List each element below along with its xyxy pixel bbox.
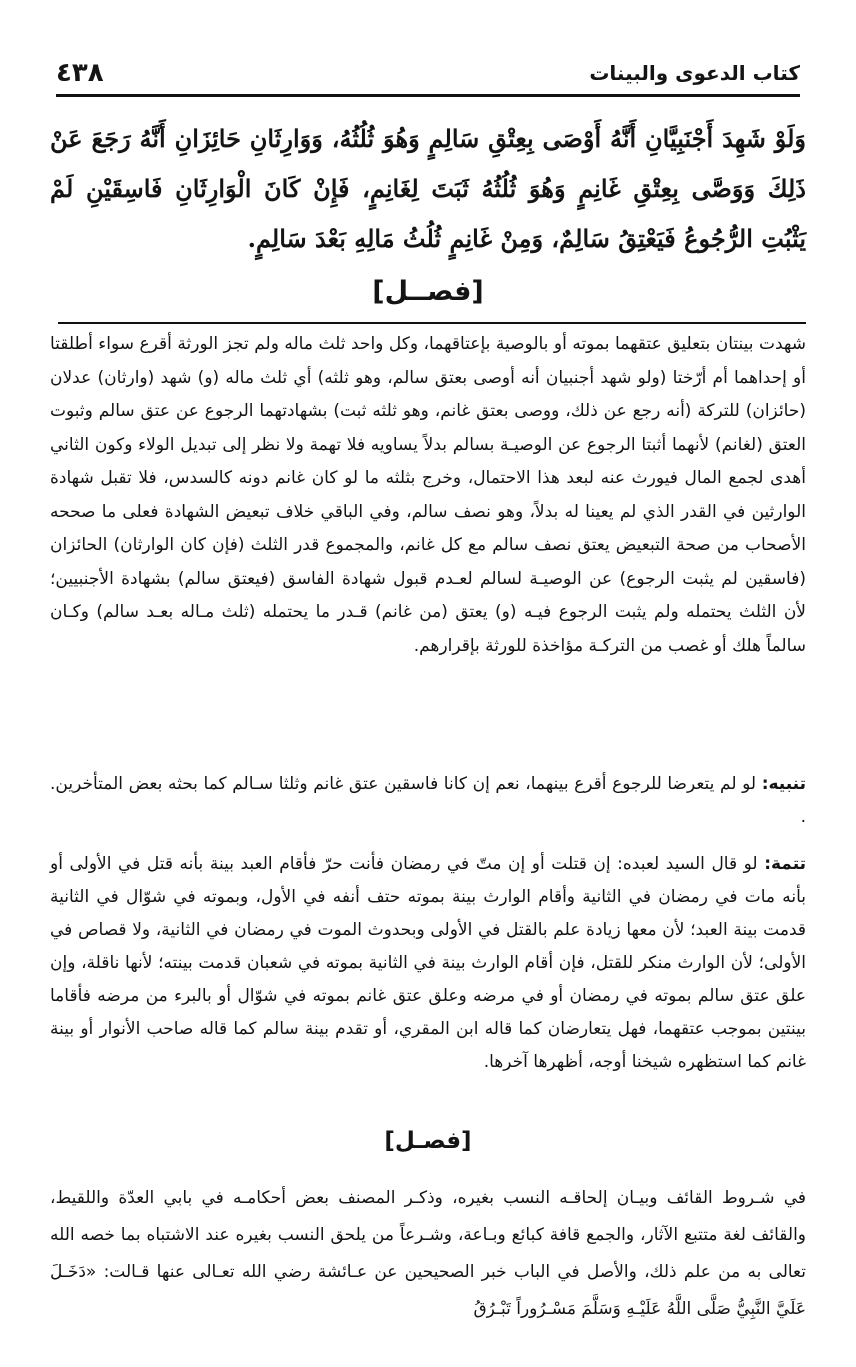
commentary-divider: [58, 322, 806, 324]
matn-text: وَلَوْ شَهِدَ أَجْنَبِيَّانِ أَنَّهُ أَوْصَى بِعِتْقِ سَالِمٍ وَهُوَ ثُلُثُهُ، وَوَارِثَانِ حَائِزَانِ أَنَّهُ رَجَعَ عَنْ ذَلِكَ وَوَصَّى بِعِتْقِ غَانِمٍ وَهُوَ ثُلُثُهُ ثَبَتَ لِغَانِمٍ، فَإِنْ كَانَ الْوَارِثَانِ فَاسِقَيْنِ لَمْ يَثْبُتِ الرُّجُوعُ فَيَعْتِقُ سَالِمٌ، وَمِنْ غَانِمٍ ثُلُثُ مَالِهِ بَعْدَ سَالِمٍ.: [50, 124, 807, 253]
header-divider: [56, 94, 800, 97]
section-heading: [فصــل]: [372, 276, 484, 307]
book-title: كتاب الدعوى والبينات: [589, 61, 800, 85]
section-heading: [فصـل]: [384, 1128, 472, 1154]
tanbih-text: لو لم يتعرضا للرجوع أقرع بينهما، نعم إن كانا فاسقين عتق غانم وثلثا سـالم كما بحثه بعض المتأخرين. .: [50, 774, 806, 827]
tatimma-note: [50, 848, 806, 1118]
page-header: [56, 56, 800, 90]
tanbih-note: [50, 768, 806, 838]
tanbih-label: تنبيه:: [761, 774, 806, 794]
page-number: ٤٣٨: [56, 58, 104, 88]
commentary-text: شهدت بينتان بتعليق عتقهما بموته أو بالوصية بإعتاقهما، وكل واحد ثلث ماله ولم تجز الورثة أقرع سواء أطلقتا أو إحداهما أم أرّختا (ولو شهد أجنبيان أنه أوصى بعتق سالم، وهو ثلثه) أي ثلث ماله (و) شهد (وارثان) عدلان (حائزان) للتركة (أنه رجع عن ذلك، ووصى بعتق غانم، وهو ثلثه ثبت) بشهادتهما الرجوع عن عتق سالم وثبوت العتق (لغانم) لأنهما أثبتا الرجوع عن الوصيـة بسالم بدلاً يساويه فلا تهمة ولا نظر إلى تبديل الولاء وكون الثاني أهدى لجمع المال فيورث عنه لبعد هذا الاحتمال، وخرج بثلثه ما لو كان غانم دونه كالسدس، فلا تقبل شهادة الوارثين في القدر الذي لم يعينا له بدلاً، وهو نصف سالم، وفي الباقي خلاف تبعيض الشهادة فعلى ما صححه الأصحاب من صحة التبعيض يعتق نصف سالم مع كل غانم، والمجموع قدر الثلث (فإن كان الوارثان) الحائزان (فاسقين لم يثبت الرجوع) عن الوصيـة لسالم لعـدم قبول شهادة الفاسق (فيعتق سالم) بشهادة الأجنبيين؛ لأن الثلث يحتمله ولم يثبت الرجوع فيـه (و) يعتق (من غانم) قـدر ما يحتمله (ثلث مـاله بعـد سالم) وكـان سالماً هلك أو غصب من التركـة مؤاخذة للورثة بإقرارهم.: [50, 334, 806, 656]
tatimma-text: لو قال السيد لعبده: إن قتلت أو إن متّ في رمضان فأنت حرّ فأقام العبد بينة بأنه قتل في الأولى أو بأنه مات في رمضان في الثانية وأقام الوارث بينة بموته حتف أنفه في الأول، وبموته في شوّال في الثانية قدمت بينة العبد؛ لأن معها زيادة علم بالقتل في الأولى وبحدوث الموت في رمضان في الثانية، ولا قصاص في الأولى؛ لأن الوارث منكر للقتل، فإن أقام الوارث بينة في الثانية بموته في شعبان قدمت بينته؛ لأنها ناقلة، وإن علق عتق سالم بموته في رمضان أو في مرضه وعلق عتق غانم بموته في شوّال أو بالبرء من مرضه فأقاما بينتين بموجب عتقهما، فهل يتعارضان كما قاله ابن المقري، أو تقدم بينة سالم كما قاله صاحب الأنوار أو بينة غانم كما استظهره شيخنا أوجه، أظهرها آخرها.: [50, 854, 806, 1072]
tatimma-label: تتمة:: [764, 854, 807, 874]
final-paragraph: في شـروط القائف وبيـان إلحاقـه النسب بغيره، وذكـر المصنف بعض أحكامـه في بابي العدّة واللقيط، والقائف لغة متتبع الآثار، والجمع قافة كبائع وبـاعة، وشـرعاً من يلحق النسب بغيره عند الاشتباه بما خصه الله تعالى به من علم ذلك، والأصل في الباب خبر الصحيحين عن عـائشة رضي الله تعـالى عنها قـالت: «دَخَـلَ عَلَيَّ النَّبِيُّ صَلَّى اللَّهُ عَلَيْـهِ وَسَلَّمَ مَسْـرُوراً تَبْـرُقُ: [50, 1188, 806, 1319]
